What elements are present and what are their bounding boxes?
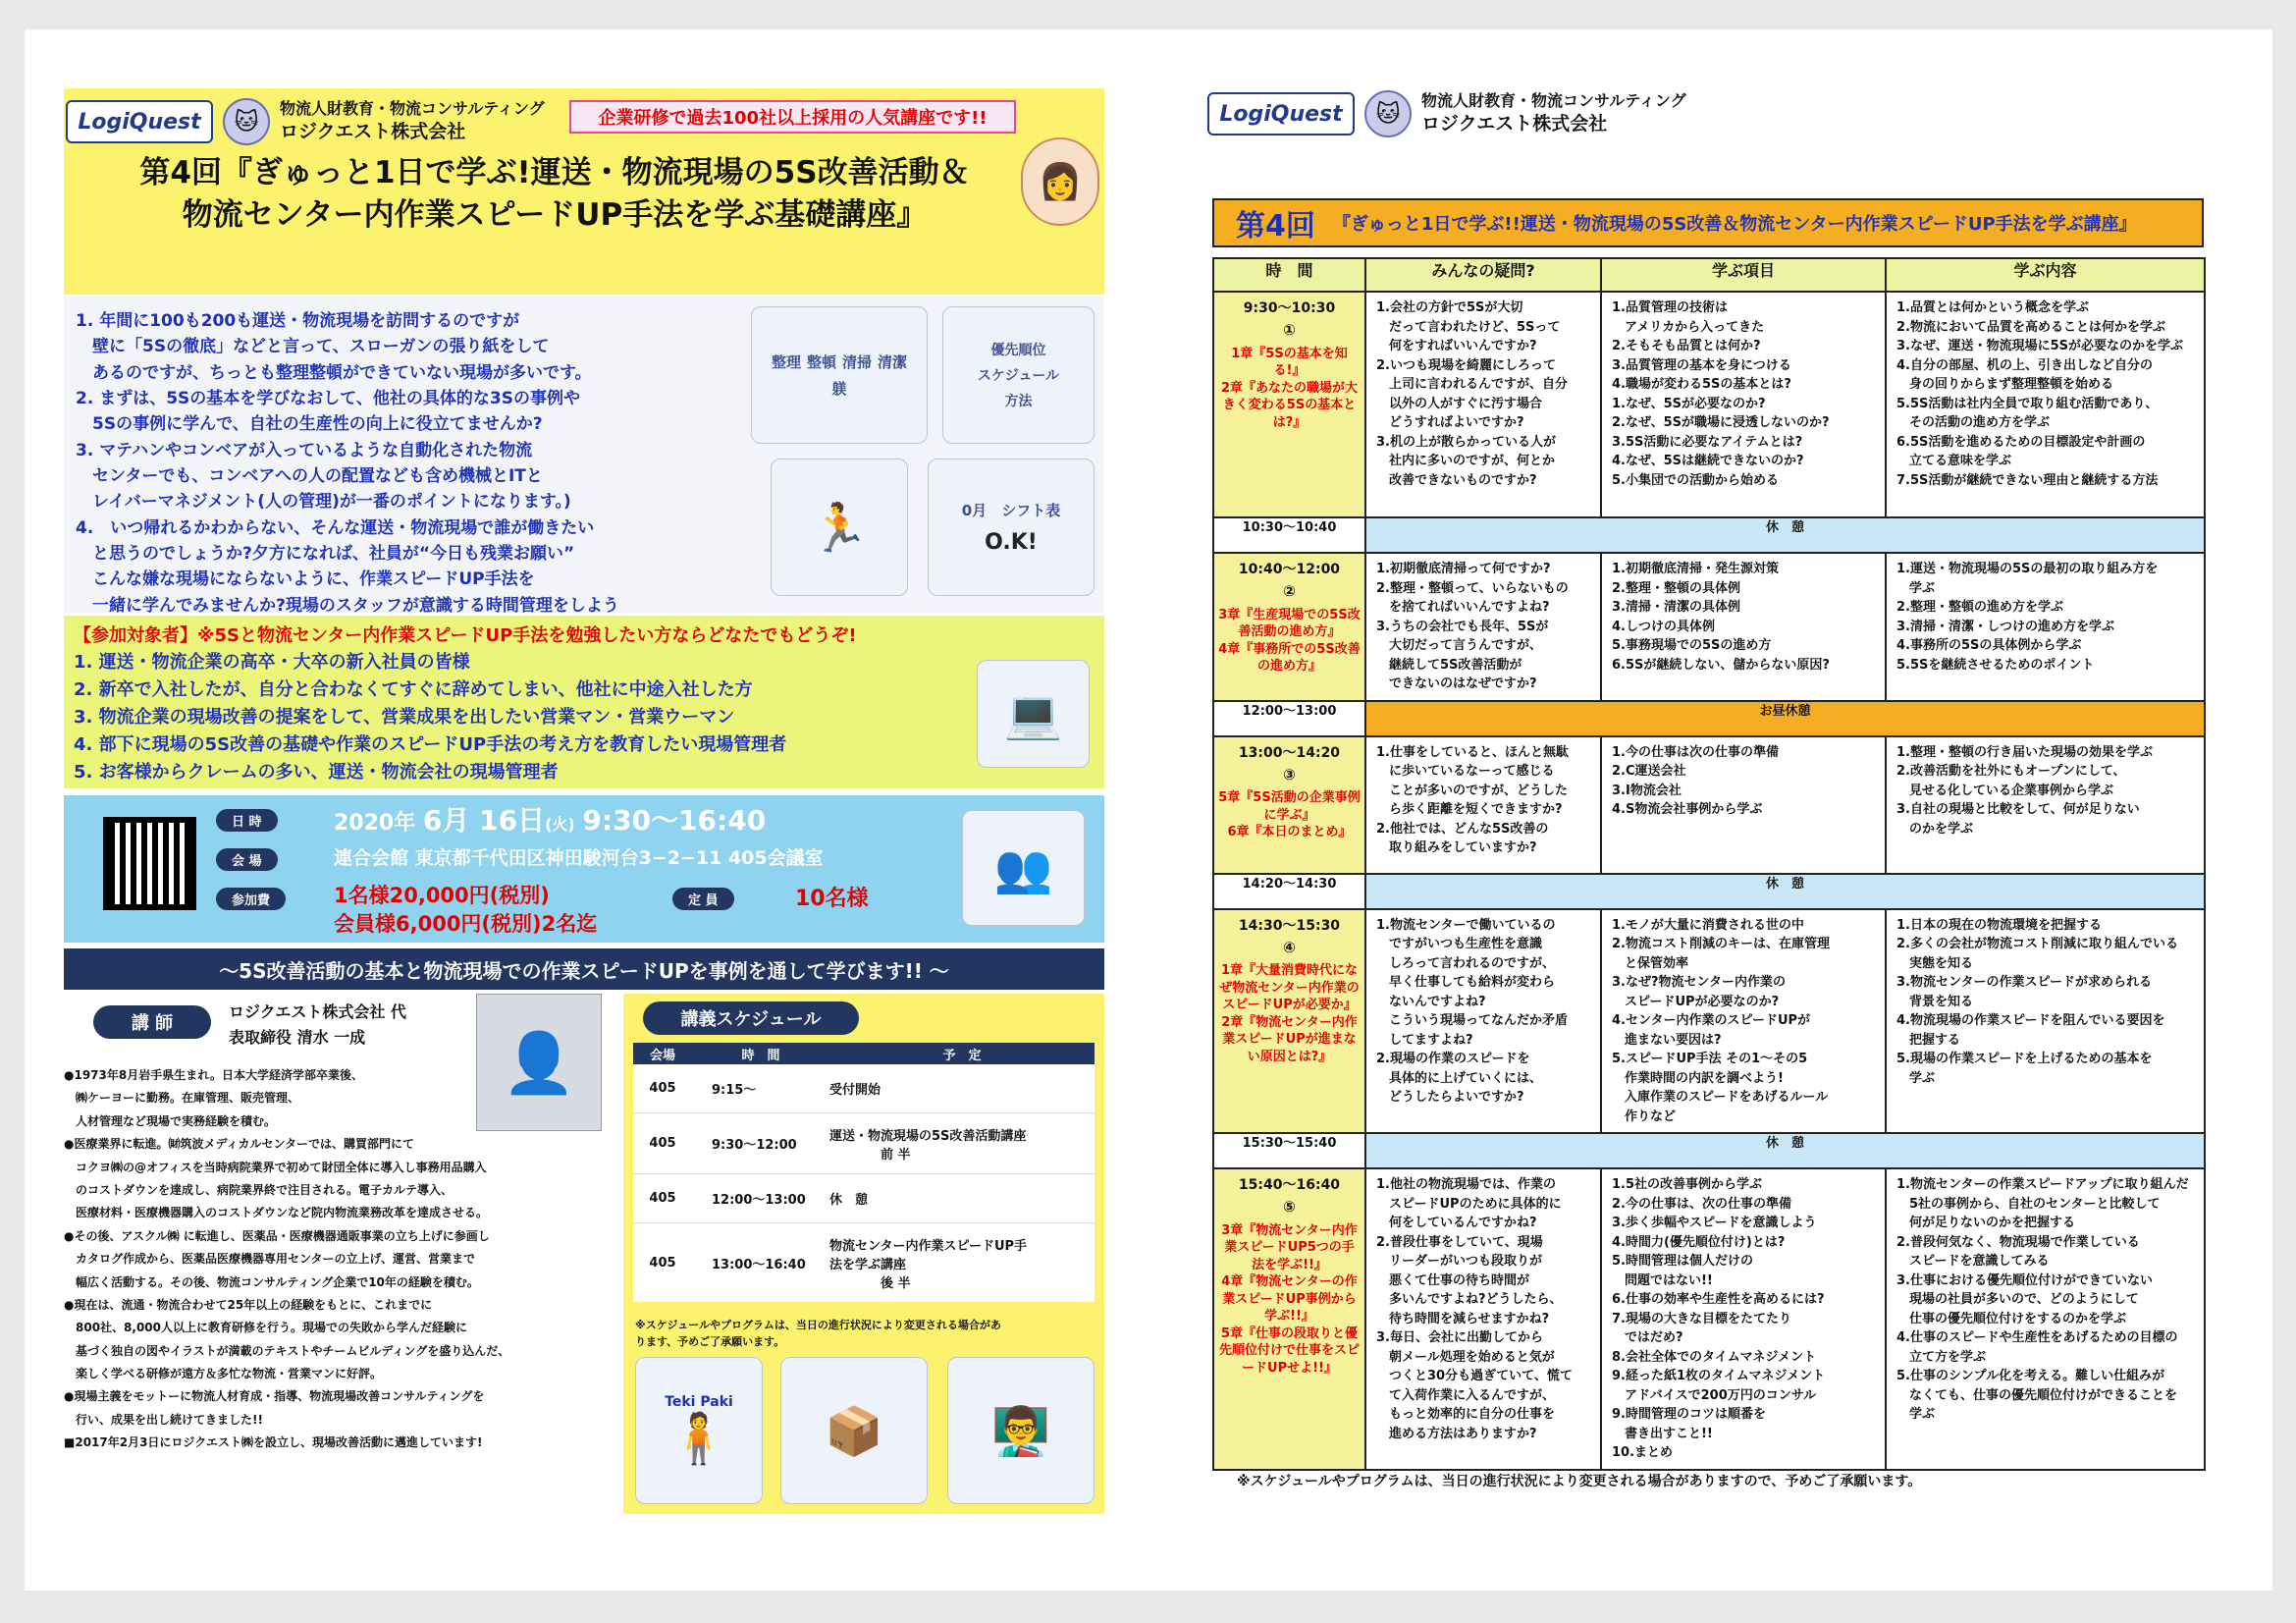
course-title: 『ぎゅっと1日で学ぶ!!運送・物流現場の5S改善＆物流センター内作業スピードUP手法を学ぶ講座』 bbox=[1332, 214, 2137, 235]
session-number: ⑤ bbox=[1283, 1198, 1296, 1216]
bio-item: ●1973年8月岩手県生まれ。日本大学経済学部卒業後、 ㈱ケーヨーに勤務。在庫管理、販売管理、 人材管理など現場で実務経験を積む。 bbox=[64, 1068, 363, 1128]
schedule-time: 12:00〜13:00 bbox=[712, 1193, 806, 1208]
venue-label: 会 場 bbox=[216, 848, 278, 871]
logiquest-logo: LogiQuest bbox=[1207, 92, 1355, 135]
session-topics: 1.初期徹底清掃・発生源対策 2.整理・整頓の具体例 3.清掃・清潔の具体例 4.しつけの具体例 5.事務現場での5Sの進め方 6.5Sが継続しない、儲からない原因? bbox=[1601, 553, 1886, 701]
schedule-row bbox=[633, 1223, 1095, 1302]
session-topics: 1.5社の改善事例から学ぶ 2.今の仕事は、次の仕事の準備 3.歩く歩幅やスピードを意識しよう 4.時間力(優先順位付け)とは? 5.時間管理は個人だけの 問題ではない!! 6.仕事の効率や生産性を高めるには? 7.現場の大きな目標をたてたり ではだめ? 8.会社全体でのタイムマネジメント 9.経った紙1枚のタイムマネジメント アドバイスで200万円のコンサル 9.時間管理のコツは順番を 書き出すこと!! 10.まとめ bbox=[1601, 1168, 1886, 1470]
break-row bbox=[1213, 874, 2205, 909]
schedule-row bbox=[633, 1113, 1095, 1174]
session-row bbox=[1213, 1168, 2205, 1470]
session-number: ② bbox=[1283, 582, 1296, 600]
break-label: 休 憩 bbox=[1365, 1133, 2205, 1168]
header-time: 時 間 bbox=[1213, 258, 1365, 292]
session-questions: 1.会社の方針で5Sが大切 だって言われたけど、5Sって 何をすればいいんですか? 2.いつも現場を綺麗にしろって 上司に言われるんですが、自分 以外の人がすぐに汚す場合 どうすればよいですか? 3.机の上が散らかっている人が 社内に多いのですが、何とか 改善できないものですか? bbox=[1365, 292, 1601, 517]
schedule-table bbox=[633, 1043, 1095, 1302]
shift-chart-illustration bbox=[928, 459, 1095, 596]
target-item: 1. 運送・物流企業の高卒・大卒の新入社員の皆様 bbox=[74, 652, 470, 673]
break-time: 15:30〜15:40 bbox=[1213, 1133, 1365, 1168]
bio-item: ●その後、アスクル㈱ に転進し、医薬品・医療機器通販事業の立ち上げに参画し カタログ作成から、医薬品医療機器専用センターの立上げ、運営、営業まで 幅広く活動する。その後、物流コンサルティング企業で10年の経験を積む。 bbox=[64, 1228, 490, 1289]
schedule-header: 予 定 bbox=[942, 1048, 982, 1063]
target-item: 4. 部下に現場の5S改善の基礎や作業のスピードUP手法の考え方を教育したい現場管理者 bbox=[74, 733, 787, 755]
flyer-page-1 bbox=[25, 29, 1148, 1591]
priority-meeting-illustration bbox=[942, 306, 1095, 444]
teki-paki-illustration: Teki Paki 🧍 bbox=[635, 1357, 763, 1504]
header-questions: みんなの疑問? bbox=[1365, 258, 1601, 292]
5s-label: 清潔 bbox=[878, 353, 908, 371]
capacity: 10名様 bbox=[795, 887, 869, 911]
session-chapters: 5章『5S活動の企業事例に学ぶ』 6章『本日のまとめ』 bbox=[1218, 790, 1361, 840]
target-item: 3. 物流企業の現場改善の提案をして、営業成果を出したい営業マン・営業ウーマン bbox=[74, 706, 735, 728]
session-time-cell bbox=[1213, 553, 1365, 701]
break-label: 休 憩 bbox=[1365, 874, 2205, 909]
company-name: ロジクエスト株式会社 bbox=[1421, 112, 1608, 135]
target-section bbox=[64, 616, 1104, 788]
mascot-icon: 🐱 bbox=[1364, 90, 1412, 137]
schedule-room: 405 bbox=[649, 1191, 676, 1206]
break-time: 10:30〜10:40 bbox=[1213, 517, 1365, 553]
session-questions: 1.初期徹底清掃って何ですか? 2.整理・整頓って、いらないもの を捨てればいいんですよね? 3.うちの会社でも長年、5Sが 大切だって言うんですが、 継続して5S改善活動が できないのはなぜですか? bbox=[1365, 553, 1601, 701]
session-topics: 1.今の仕事は次の仕事の準備 2.C運送会社 3.I物流会社 4.S物流会社事例から学ぶ bbox=[1601, 736, 1886, 874]
seminar-attendees-illustration: 👥 bbox=[962, 810, 1085, 926]
5s-workers-illustration bbox=[751, 306, 928, 444]
break-row bbox=[1213, 1133, 2205, 1168]
company-info bbox=[1421, 90, 1686, 136]
schedule-note: ※スケジュールやプログラムは、当日の進行状況により変更される場合があ ります、予めご了承願います。 bbox=[635, 1319, 1001, 1348]
session-time-cell bbox=[1213, 909, 1365, 1134]
fee-regular: 1名様20,000円(税別) bbox=[334, 884, 550, 907]
intro-item: 3. マテハンやコンベアが入っているような自動化された物流 センターでも、コンベアへの人の配置なども含め機械とITと レイバーマネジメント(人の管理)が一番のポイントになります。) bbox=[76, 440, 571, 513]
break-label: お昼休憩 bbox=[1365, 701, 2205, 736]
session-number: ③ bbox=[1283, 765, 1296, 784]
session-chapters: 3章『生産現場での5S改善活動の進め方』 4章『事務所での5S改善の進め方』 bbox=[1218, 607, 1361, 675]
session-row bbox=[1213, 292, 2205, 517]
popular-banner: 企業研修で過去100社以上採用の人気講座です!! bbox=[569, 100, 1016, 134]
company-logo bbox=[1207, 90, 1686, 137]
fee-member: 会員様6,000円(税別)2名迄 bbox=[334, 912, 598, 937]
group-chart-illustration: 👨‍🏫 bbox=[947, 1357, 1095, 1504]
intro-section bbox=[64, 297, 1104, 616]
capacity-label: 定 員 bbox=[672, 888, 734, 910]
target-title: 【参加対象者】※5Sと物流センター内作業スピードUP手法を勉強したい方ならどなたでもどうぞ! bbox=[74, 625, 857, 646]
qr-code bbox=[103, 817, 196, 910]
teki-paki-label: Teki Paki bbox=[665, 1393, 733, 1410]
footnote: ※スケジュールやプログラムは、当日の進行状況により変更される場合がありますので、予めご了承願います。 bbox=[1237, 1474, 1922, 1489]
company-info bbox=[280, 98, 545, 144]
session-chapters: 1章『5Sの基本を知る!』 2章『あなたの職場が大きく変わる5Sの基本とは?』 bbox=[1220, 346, 1359, 430]
event-info-section bbox=[64, 795, 1104, 943]
flyer-page-2 bbox=[1148, 29, 2272, 1591]
company-tagline: 物流人財教育・物流コンサルティング bbox=[1421, 91, 1686, 111]
break-label: 休 憩 bbox=[1365, 517, 2205, 553]
schedule-time: 9:15〜 bbox=[712, 1083, 757, 1098]
lecturer-name-line-1: ロジクエスト株式会社 代 bbox=[229, 1002, 406, 1021]
break-row bbox=[1213, 517, 2205, 553]
program-header-row bbox=[1213, 258, 2205, 292]
schedule-plan: 運送・物流現場の5S改善活動講座 前 半 bbox=[829, 1128, 1027, 1163]
target-item: 2. 新卒で入社したが、自分と合わなくてすぐに辞めてしまい、他社に中途入社した方 bbox=[74, 678, 753, 700]
intro-item: 1. 年間に100も200も運送・物流現場を訪問するのですが 壁に「5Sの徹底」などと言って、スローガンの張り紙をして あるのですが、ちっとも整理整頓ができていない現場が多いです。 bbox=[76, 311, 592, 383]
schedule-time: 9:30〜12:00 bbox=[712, 1138, 797, 1153]
logiquest-logo: LogiQuest bbox=[66, 100, 213, 143]
schedule-row bbox=[633, 1174, 1095, 1223]
session-time: 9:30〜10:30 bbox=[1243, 300, 1336, 316]
method-label: 方法 bbox=[1004, 394, 1033, 409]
break-time: 14:20〜14:30 bbox=[1213, 874, 1365, 909]
schedule-plan: 休 憩 bbox=[829, 1193, 869, 1208]
fee bbox=[334, 882, 597, 940]
schedule-plan: 物流センター内作業スピードUP手 法を学ぶ講座 後 半 bbox=[829, 1238, 1028, 1291]
lecturer-label: 講 師 bbox=[93, 1005, 211, 1039]
session-row bbox=[1213, 553, 2205, 701]
lecturer-name bbox=[229, 1000, 406, 1050]
header-content: 学ぶ内容 bbox=[1886, 258, 2205, 292]
session-time-cell bbox=[1213, 292, 1365, 517]
5s-label: 整理 bbox=[771, 353, 801, 371]
5s-label: 整頓 bbox=[806, 353, 836, 371]
schedule-room: 405 bbox=[649, 1255, 676, 1271]
page-title-line-1: 第4回『ぎゅっと1日で学ぶ!運送・物流現場の5S改善活動＆ bbox=[139, 155, 970, 190]
target-list bbox=[74, 649, 786, 785]
event-date bbox=[334, 799, 766, 839]
bio-item: ■2017年2月3日にロジクエスト㈱を設立し、現場改善活動に邁進しています! bbox=[64, 1435, 483, 1450]
intro-item: 4. いつ帰れるかわからない、そんな運送・物流現場で誰が働きたい と思うのでしょうか?夕方になれば、社員が“今日も残業お願い” こんな嫌な現場にならないように、作業スピードUP手法を 一緒に学んでみませんか?現場のスタッフが意識する時間管理をしよう bbox=[76, 517, 619, 616]
company-logo bbox=[66, 98, 545, 145]
session-chapters: 3章『物流センター内作業スピードUP5つの手法を学ぶ!!』 4章『物流センターの作業スピードUP事例から学ぶ!!』 5章『仕事の段取りと優先順位付けで仕事をスピードUPせよ!!』 bbox=[1218, 1222, 1360, 1376]
session-questions: 1.他社の物流現場では、作業の スピードUPのために具体的に 何をしているんですかね? 2.普段仕事をしていて、現場 リーダーがいつも段取りが 悪くて仕事の待ち時間が 多いんですよね?どうしたら、 待ち時間を減らせますかね? 3.毎日、会社に出勤してから 朝メール処理を始めると気が つくと30分も過ぎていて、慌て て入荷作業に入るんですが、 もっと効率的に自分の仕事を 進める方法はありますか? bbox=[1365, 1168, 1601, 1470]
shift-chart-label: 0月 シフト表 bbox=[961, 502, 1061, 519]
schedule-time: 13:00〜16:40 bbox=[712, 1257, 806, 1272]
break-row bbox=[1213, 701, 2205, 736]
bio-item: ●現場主義をモットーに物流人材育成・指導、物流現場改善コンサルティングを 行い、成果を出し続けてきました!! bbox=[64, 1389, 485, 1427]
lecturer-bio bbox=[64, 1064, 623, 1455]
schedule-room: 405 bbox=[649, 1081, 676, 1096]
session-time: 10:40〜12:00 bbox=[1238, 562, 1341, 577]
intro-list bbox=[76, 308, 753, 619]
session-questions: 1.物流センターで働いているの ですがいつも生産性を意識 しろって言われるのですが、 早く仕事しても給料が変わら ないんですよね? こういう現場ってなんだか矛盾 してますよね? 2.現場の作業のスピードを 具体的に上げていくには、 どうしたらよいですか? bbox=[1365, 909, 1601, 1134]
bio-item: ●医療業界に転進。㈶筑波メディカルセンターでは、購買部門にて コクヨ㈱の@オフィスを当時病院業界で初めて財団全体に導入し事務用品購入 のコストダウンを達成し、病院業界終で注目される。電子カルテ導入、 医療材料・医療機器購入のコストダウンなど院内物流業務改革を達成させる。 bbox=[64, 1137, 489, 1220]
session-content: 1.整理・整頓の行き届いた現場の効果を学ぶ 2.改善活動を社外にもオープンにして、 見せる化している企業事例から学ぶ 3.自社の現場と比較をして、何が足りない のかを学ぶ bbox=[1886, 736, 2205, 874]
session-topics: 1.モノが大量に消費される世の中 2.物流コスト削減のキーは、在庫管理 と保管効率 3.なぜ?物流センター内作業の スピードUPが必要なのか? 4.センター内作業のスピードUPが 進まない要因は? 5.スピードUP手法 その1〜その5 作業時間の内訳を調べよう! 入庫作業のスピードをあげるルール 作りなど bbox=[1601, 909, 1886, 1134]
session-number: ④ bbox=[1283, 938, 1296, 956]
session-content: 1.品質とは何かという概念を学ぶ 2.物流において品質を高めることは何かを学ぶ 3.なぜ、運送・物流現場に5Sが必要なのかを学ぶ 4.自分の部屋、机の上、引き出しなど自分の 身の回りからまず整理整頓を始める 5.5S活動は社内全員で取り組む活動であり、 その活動の進め方を学ぶ 6.5S活動を進めるための目標設定や計画の 立てる意味を学ぶ 7.5S活動が継続できない理由と継続する方法 bbox=[1886, 292, 2205, 517]
page-title bbox=[83, 152, 1026, 238]
break-time: 12:00〜13:00 bbox=[1213, 701, 1365, 736]
5s-label: 躾 bbox=[831, 380, 847, 398]
date-month-day: 6月 16日 bbox=[422, 804, 546, 837]
warehouse-worker-illustration: 📦 bbox=[780, 1357, 928, 1504]
target-item: 5. お客様からクレームの多い、運送・物流会社の現場管理者 bbox=[74, 761, 559, 783]
bio-item: ●現在は、流通・物流合わせて25年以上の経験をもとに、これまでに 800社、8,000人以上に教育研修を行う。現場での失敗から学んだ経験に 基づく独自の図やイラストが満載のテキストやチームビルディングを盛り込んだ、 楽しく学べる研修が遠方＆多忙な物流・営業マンに好評。 bbox=[64, 1297, 510, 1381]
company-tagline: 物流人財教育・物流コンサルティング bbox=[280, 99, 545, 119]
program-table bbox=[1212, 257, 2206, 1471]
header-topics: 学ぶ項目 bbox=[1601, 258, 1886, 292]
date-time: 9:30〜16:40 bbox=[582, 804, 767, 837]
priority-label: 優先順位 bbox=[990, 343, 1046, 358]
schedule-row bbox=[633, 1064, 1095, 1113]
session-content: 1.物流センターの作業スピードアップに取り組んだ 5社の事例から、自社のセンターと比較して 何が足りないのかを把握する 2.普段何気なく、物流現場で作業している スピードを意識してみる 3.仕事における優先順位付けができていない 現場の社員が多いので、どのようにして 仕事の優先順位付けをするのかを学ぶ 4.仕事のスピードや生産性をあげるための目標の 立て方を学ぶ 5.仕事のシンプル化を考える。難しい仕組みが なくても、仕事の優先順位付けができることを 学ぶ bbox=[1886, 1168, 2205, 1470]
schedule-header: 時 間 bbox=[741, 1048, 780, 1063]
schedule-label: スケジュール bbox=[977, 368, 1060, 384]
schedule-room: 405 bbox=[649, 1136, 676, 1151]
session-time: 14:30〜15:30 bbox=[1238, 917, 1341, 934]
venue: 連合会館 東京都千代田区神田駿河台3−2−11 405会議室 bbox=[334, 847, 824, 869]
intro-item: 2. まずは、5Sの基本を学びなおして、他社の具体的な3Sの事例や 5Sの事例に学んで、自社の生産性の向上に役立てませんか? bbox=[76, 389, 581, 435]
laptop-person-illustration: 💻 bbox=[977, 660, 1090, 768]
session-time: 13:00〜14:20 bbox=[1238, 744, 1341, 761]
session-content: 1.日本の現在の物流環境を把握する 2.多くの会社が物流コスト削減に取り組んでいる 実態を知る 3.物流センターの作業スピードが求められる 背景を知る 4.物流現場の作業スピードを阻んでいる要因を 把握する 5.現場の作業スピードを上げるための基本を 学ぶ bbox=[1886, 909, 2205, 1134]
slogan-banner: 〜5S改善活動の基本と物流現場での作業スピードUPを事例を通して学びます!! 〜 bbox=[64, 948, 1104, 990]
company-name: ロジクエスト株式会社 bbox=[280, 120, 466, 142]
mascot-icon: 🐱 bbox=[223, 98, 270, 145]
session-time-cell bbox=[1213, 1168, 1365, 1470]
fee-label: 参加費 bbox=[216, 888, 286, 910]
session-chapters: 1章『大量消費時代になぜ物流センター内作業のスピードUPが必要か』 2章『物流センター内作業スピードUPが進まない原因とは?』 bbox=[1219, 963, 1360, 1064]
session-content: 1.運送・物流現場の5Sの最初の取り組み方を 学ぶ 2.整理・整頓の進め方を学ぶ 3.清掃・清潔・しつけの進め方を学ぶ 4.事務所の5Sの具体例から学ぶ 5.5Sを継続させるためのポイント bbox=[1886, 553, 2205, 701]
date-label: 日 時 bbox=[216, 809, 278, 832]
schedule-header-row bbox=[633, 1043, 1095, 1064]
schedule-title: 講義スケジュール bbox=[643, 1001, 859, 1035]
lecturer-name-line-2: 表取締役 清水 一成 bbox=[229, 1027, 366, 1047]
course-number: 第4回 bbox=[1236, 209, 1315, 243]
5s-label: 清掃 bbox=[842, 353, 873, 371]
date-day-of-week: (火) bbox=[545, 815, 575, 834]
running-worker-illustration: 🏃 bbox=[771, 459, 908, 596]
schedule-section bbox=[623, 994, 1104, 1514]
schedule-plan: 受付開始 bbox=[829, 1083, 881, 1098]
course-title-bar bbox=[1212, 198, 2204, 247]
lecturer-section bbox=[64, 994, 614, 1514]
page-title-line-2: 物流センター内作業スピードUP手法を学ぶ基礎講座』 bbox=[182, 197, 928, 234]
session-row bbox=[1213, 736, 2205, 874]
session-time: 15:40〜16:40 bbox=[1238, 1177, 1341, 1193]
program-table-wrap bbox=[1212, 257, 2204, 1471]
session-number: ① bbox=[1283, 321, 1296, 339]
session-row bbox=[1213, 909, 2205, 1134]
session-questions: 1.仕事をしていると、ほんと無駄 に歩いているなーって感じる ことが多いのですが、どうした ら歩く距離を短くできますか? 2.他社では、どんな5S改善の 取り組みをしていますか? bbox=[1365, 736, 1601, 874]
ok-label: O.K! bbox=[985, 530, 1038, 555]
program-body bbox=[1213, 292, 2205, 1470]
session-time-cell bbox=[1213, 736, 1365, 874]
schedule-header: 会場 bbox=[649, 1048, 675, 1063]
presenter-illustration: 👩 bbox=[1021, 137, 1099, 226]
session-topics: 1.品質管理の技術は アメリカから入ってきた 2.そもそも品質とは何か? 3.品質管理の基本を身につける 4.職場が変わる5Sの基本とは? 1.なぜ、5Sが必要なのか? 2.なぜ、5Sが職場に浸透しないのか? 3.5S活動に必要なアイテムとは? 4.なぜ、5Sは継続できないのか? 5.小集団での活動から始める bbox=[1601, 292, 1886, 517]
lecturer-photo: 👤 bbox=[476, 994, 602, 1131]
date-year: 2020年 bbox=[334, 811, 416, 836]
